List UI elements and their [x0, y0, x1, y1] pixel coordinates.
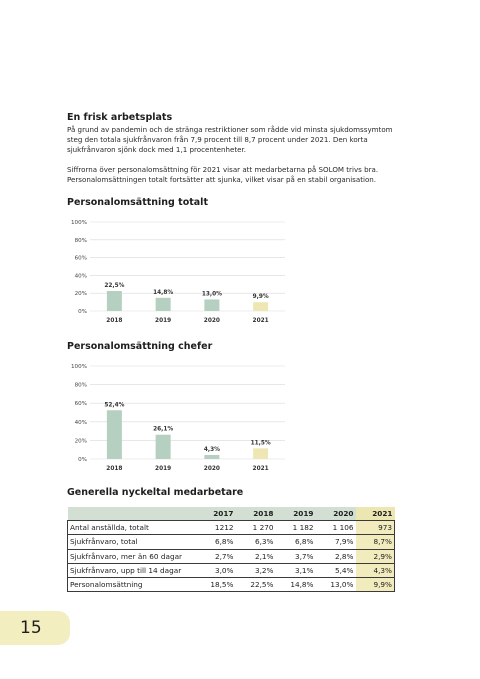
- row-label: Sjukfrånvaro, total: [68, 535, 196, 549]
- bar: [107, 291, 122, 311]
- y-tick-label: 60%: [74, 255, 87, 262]
- bar: [204, 455, 219, 459]
- table-cell: 1 106: [316, 521, 356, 535]
- table-row: [68, 521, 395, 535]
- data-label: 26,1%: [153, 426, 174, 433]
- table-cell: 6,3%: [236, 535, 276, 549]
- table-cell: 6,8%: [276, 535, 316, 549]
- x-tick-label: 2018: [106, 318, 123, 324]
- table-cell-highlight: 2,9%: [356, 549, 395, 563]
- y-tick-label: 100%: [71, 364, 87, 370]
- x-tick-label: 2020: [203, 318, 220, 324]
- y-tick-label: 60%: [74, 401, 87, 408]
- table-cell: 18,5%: [196, 577, 236, 591]
- table-cell: 2,7%: [196, 549, 236, 563]
- turnover-managers-chart: [60, 357, 295, 479]
- y-tick-label: 80%: [74, 237, 87, 244]
- table-cell: 1 182: [276, 521, 316, 535]
- table-row: [68, 563, 395, 577]
- section-heading: En frisk arbetsplats: [67, 112, 173, 123]
- table-cell: 1 270: [236, 521, 276, 535]
- y-tick-label: 100%: [71, 220, 87, 226]
- table-cell: 22,5%: [236, 577, 276, 591]
- bar: [253, 448, 268, 459]
- data-label: 9,9%: [252, 294, 269, 301]
- x-tick-label: 2021: [252, 318, 269, 324]
- table-cell: 6,8%: [196, 535, 236, 549]
- table-cell-highlight: 973: [356, 521, 395, 535]
- header-cell: 2019: [276, 507, 316, 521]
- y-tick-label: 40%: [74, 419, 87, 426]
- x-tick-label: 2019: [155, 466, 172, 472]
- chart-title-managers: Personalomsättning chefer: [67, 341, 213, 352]
- table-cell: 3,2%: [236, 563, 276, 577]
- data-label: 22,5%: [104, 282, 125, 289]
- y-tick-label: 20%: [74, 438, 87, 445]
- x-tick-label: 2018: [106, 466, 123, 472]
- table-cell: 2,1%: [236, 549, 276, 563]
- table-row: [68, 577, 395, 591]
- table-header-row: [68, 507, 395, 521]
- key-figures-table: [67, 507, 395, 592]
- page-number: 15: [0, 611, 70, 645]
- data-label: 52,4%: [104, 402, 125, 409]
- data-label: 13,0%: [201, 291, 222, 298]
- data-label: 11,5%: [250, 440, 271, 447]
- header-cell: [68, 507, 196, 521]
- header-cell: 2018: [236, 507, 276, 521]
- bar: [253, 302, 268, 311]
- bar: [156, 298, 171, 311]
- y-tick-label: 0%: [78, 457, 87, 463]
- table-cell: 7,9%: [316, 535, 356, 549]
- table-cell: 5,4%: [316, 563, 356, 577]
- row-label: Sjukfrånvaro, upp till 14 dagar: [68, 563, 196, 577]
- table-cell: 14,8%: [276, 577, 316, 591]
- data-label: 4,3%: [203, 447, 220, 454]
- table-row: [68, 535, 395, 549]
- row-label: Sjukfrånvaro, mer än 60 dagar: [68, 549, 196, 563]
- header-cell: 2020: [316, 507, 356, 521]
- table-cell: 1212: [196, 521, 236, 535]
- row-label: Personalomsättning: [68, 577, 196, 591]
- table-cell-highlight: 4,3%: [356, 563, 395, 577]
- y-tick-label: 0%: [78, 309, 87, 315]
- table-cell: 3,7%: [276, 549, 316, 563]
- table-title: Generella nyckeltal medarbetare: [67, 487, 244, 498]
- header-cell: 2017: [196, 507, 236, 521]
- x-tick-label: 2019: [155, 318, 172, 324]
- turnover-total-chart: [60, 213, 295, 331]
- y-tick-label: 80%: [74, 382, 87, 389]
- table-cell: 3,0%: [196, 563, 236, 577]
- table-cell: 13,0%: [316, 577, 356, 591]
- table-cell-highlight: 8,7%: [356, 535, 395, 549]
- bar: [156, 435, 171, 459]
- data-label: 14,8%: [153, 289, 174, 296]
- table-cell-highlight: 9,9%: [356, 577, 395, 591]
- chart-title-total: Personalomsättning totalt: [67, 197, 208, 208]
- x-tick-label: 2021: [252, 466, 269, 472]
- table-row: [68, 549, 395, 563]
- turnover-paragraph: Siffrorna över personalomsättning för 2021 visar att medarbetarna på SOLOM trivs bra. Personalomsättningen totalt fortsätter att sjunka, vilket visar på en stabil organisation.: [67, 165, 379, 185]
- bar: [107, 410, 122, 459]
- table-cell: 3,1%: [276, 563, 316, 577]
- y-tick-label: 20%: [74, 291, 87, 298]
- row-label: Antal anställda, totalt: [68, 521, 196, 535]
- intro-paragraph: På grund av pandemin och de stränga restriktioner som rådde vid minsta sjukdomssymtom steg den totala sjukfrånvaron från 7,9 procent till 8,7 procent under 2021. Den korta sjukfrånvaron sjönk dock med 1,1 procentenheter.: [67, 125, 393, 155]
- bar: [204, 299, 219, 311]
- table-cell: 2,8%: [316, 549, 356, 563]
- y-tick-label: 40%: [74, 273, 87, 280]
- header-cell-highlight: 2021: [356, 507, 395, 521]
- x-tick-label: 2020: [203, 466, 220, 472]
